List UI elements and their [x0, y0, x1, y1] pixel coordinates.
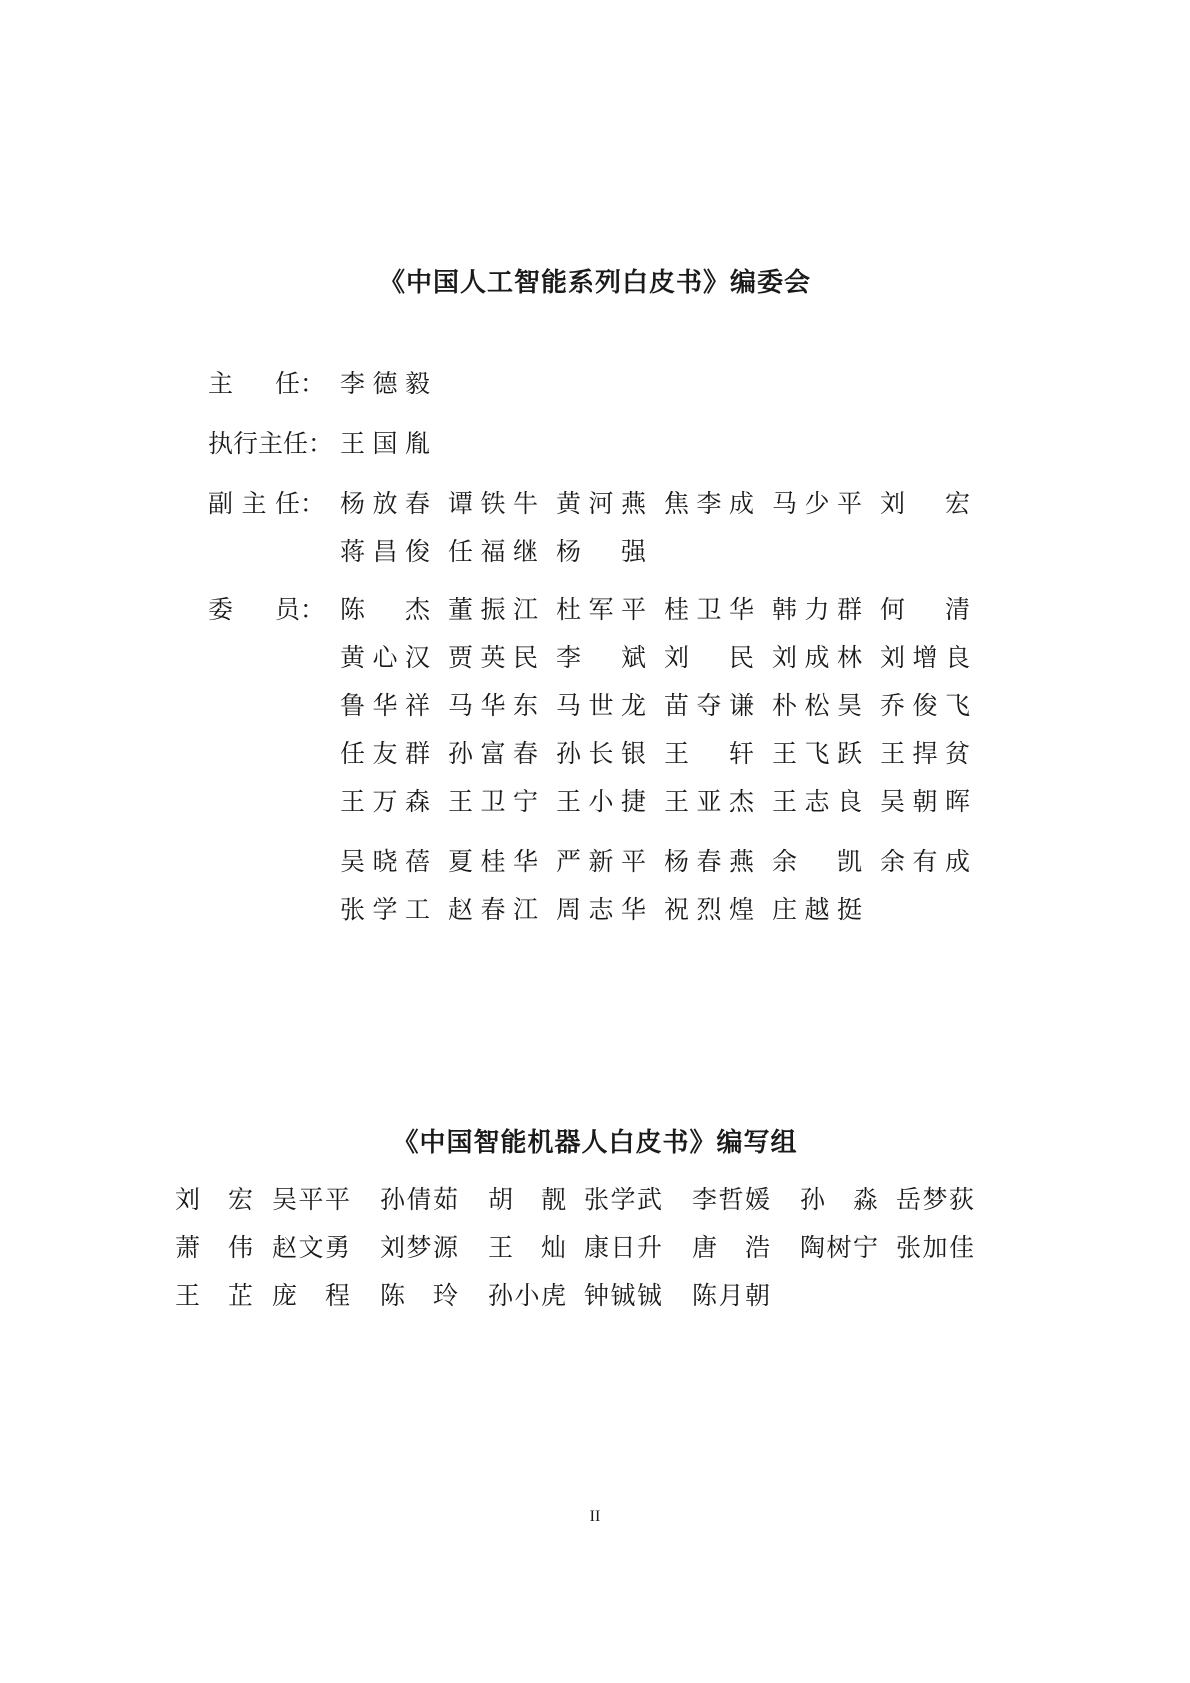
committee-member-name: 王飞跃	[772, 739, 862, 768]
committee-member-name: 黄河燕	[556, 489, 646, 518]
committee-member-name: 王小捷	[556, 787, 646, 816]
committee-member-name: 任福继	[448, 537, 538, 566]
committee-member-name: 李德毅	[340, 369, 430, 398]
committee-member-name: 乔俊飞	[880, 691, 970, 720]
writer-name: 孙小虎	[488, 1281, 566, 1310]
writer-name: 岳梦荻	[896, 1185, 974, 1214]
writer-name: 刘梦源	[380, 1233, 458, 1262]
committee-member-name: 刘 宏	[880, 489, 970, 518]
committee-member-name: 赵春江	[448, 895, 538, 924]
committee-member-name: 王万森	[340, 787, 430, 816]
committee-member-name: 杜军平	[556, 595, 646, 624]
committee-member-name: 王捍贫	[880, 739, 970, 768]
committee-member-name: 马少平	[772, 489, 862, 518]
committee-member-name: 贾英民	[448, 643, 538, 672]
committee-member-name: 刘 民	[664, 643, 754, 672]
writer-name: 胡 靓	[488, 1185, 566, 1214]
committee-member-name: 刘成林	[772, 643, 862, 672]
committee-member-name: 李 斌	[556, 643, 646, 672]
committee-member-name: 苗夺谦	[664, 691, 754, 720]
committee-member-name: 杨放春	[340, 489, 430, 518]
writer-name: 张加佳	[896, 1233, 974, 1262]
committee-member-name: 陈 杰	[340, 595, 430, 624]
committee-member-name: 夏桂华	[448, 847, 538, 876]
committee-member-name: 王志良	[772, 787, 862, 816]
role-label: 主 任：	[208, 369, 326, 398]
committee-member-name: 祝烈煌	[664, 895, 754, 924]
role-label: 委 员：	[208, 595, 326, 624]
committee-member-name: 王 轩	[664, 739, 754, 768]
committee-member-name: 蒋昌俊	[340, 537, 430, 566]
writer-name: 唐 浩	[692, 1233, 770, 1262]
writer-name: 刘 宏	[175, 1185, 253, 1214]
committee-member-name: 韩力群	[772, 595, 862, 624]
committee-member-name: 杨 强	[556, 537, 646, 566]
committee-member-name: 余 凯	[772, 847, 862, 876]
committee-member-name: 谭铁牛	[448, 489, 538, 518]
committee-member-name: 何 清	[880, 595, 970, 624]
writer-name: 陈月朝	[692, 1281, 770, 1310]
committee-member-name: 孙富春	[448, 739, 538, 768]
writer-name: 吴平平	[272, 1185, 350, 1214]
committee-member-name: 杨春燕	[664, 847, 754, 876]
committee-member-name: 王亚杰	[664, 787, 754, 816]
page-number: II	[589, 1508, 601, 1525]
committee-member-name: 鲁华祥	[340, 691, 430, 720]
writer-name: 康日升	[584, 1233, 662, 1262]
committee-member-name: 桂卫华	[664, 595, 754, 624]
committee-member-name: 王卫宁	[448, 787, 538, 816]
committee-member-name: 张学工	[340, 895, 430, 924]
committee-member-name: 马世龙	[556, 691, 646, 720]
committee-member-name: 朴松昊	[772, 691, 862, 720]
committee-member-name: 焦李成	[664, 489, 754, 518]
writer-name: 孙倩茹	[380, 1185, 458, 1214]
committee-member-name: 周志华	[556, 895, 646, 924]
writer-name: 陈 玲	[380, 1281, 458, 1310]
writer-name: 张学武	[584, 1185, 662, 1214]
writing-group-title: 《中国智能机器人白皮书》编写组	[392, 1128, 798, 1158]
writer-name: 王 灿	[488, 1233, 566, 1262]
writer-name: 赵文勇	[272, 1233, 350, 1262]
role-label: 副 主 任：	[208, 489, 326, 518]
committee-member-name: 王国胤	[340, 429, 430, 458]
writer-name: 王 芷	[175, 1281, 253, 1310]
committee-member-name: 马华东	[448, 691, 538, 720]
committee-member-name: 刘增良	[880, 643, 970, 672]
writer-name: 钟铖铖	[584, 1281, 662, 1310]
committee-member-name: 庄越挺	[772, 895, 862, 924]
committee-member-name: 黄心汉	[340, 643, 430, 672]
committee-member-name: 孙长银	[556, 739, 646, 768]
committee-member-name: 余有成	[880, 847, 970, 876]
committee-member-name: 严新平	[556, 847, 646, 876]
committee-member-name: 吴晓蓓	[340, 847, 430, 876]
committee-title: 《中国人工智能系列白皮书》编委会	[378, 268, 811, 298]
role-label: 执行主任：	[208, 429, 334, 458]
committee-member-name: 董振江	[448, 595, 538, 624]
writer-name: 李哲媛	[692, 1185, 770, 1214]
writer-name: 陶树宁	[800, 1233, 878, 1262]
committee-member-name: 吴朝晖	[880, 787, 970, 816]
committee-member-name: 任友群	[340, 739, 430, 768]
writer-name: 萧 伟	[175, 1233, 253, 1262]
writer-name: 孙 淼	[800, 1185, 878, 1214]
writer-name: 庞 程	[272, 1281, 350, 1310]
